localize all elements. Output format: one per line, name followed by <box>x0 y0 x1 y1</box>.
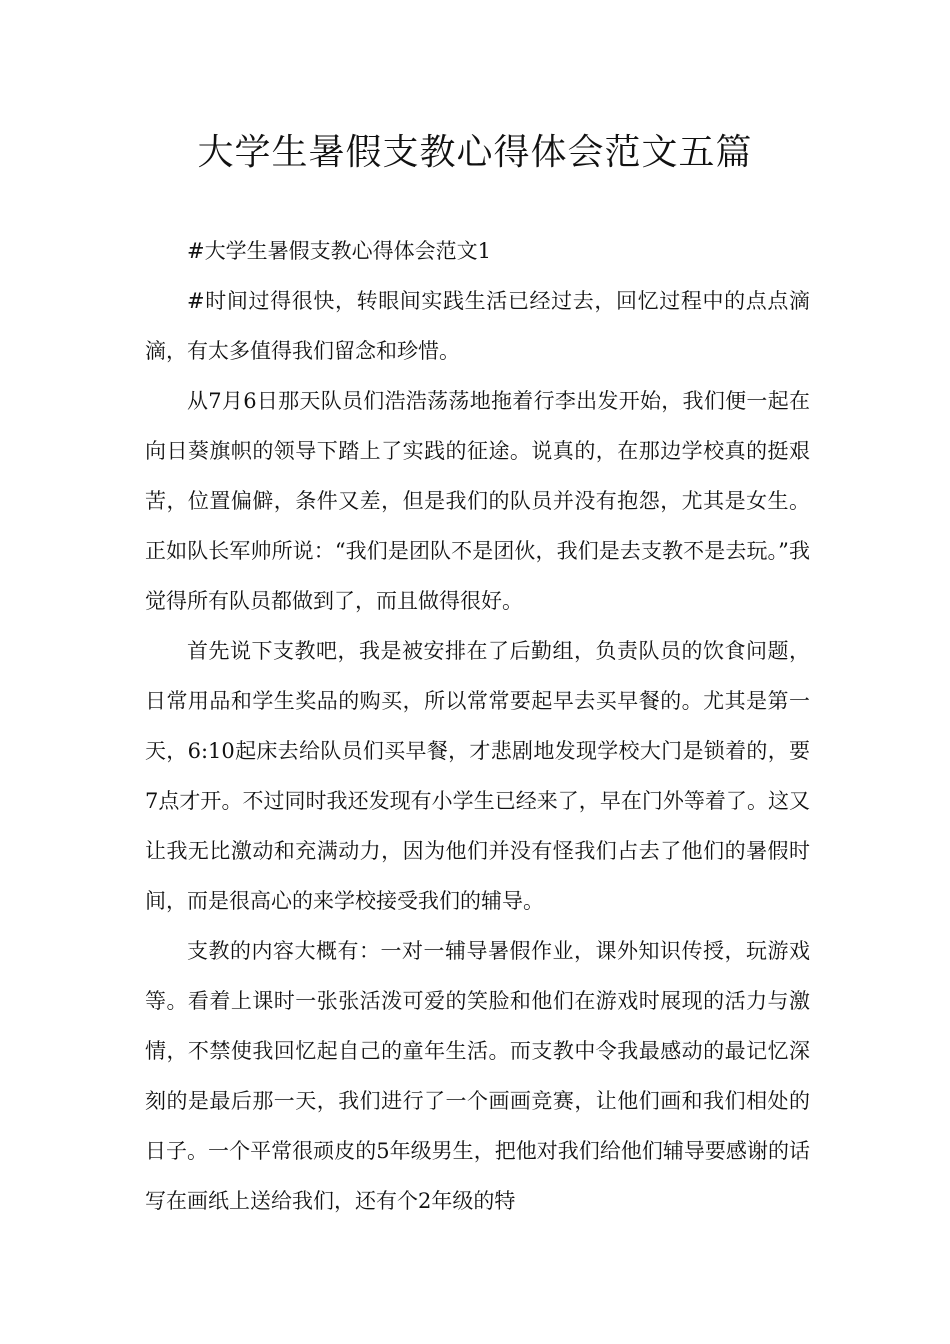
body-paragraph: 从7月6日那天队员们浩浩荡荡地拖着行李出发开始，我们便一起在向日葵旗帜的领导下踏上了实践的征途。说真的，在那边学校真的挺艰苦，位置偏僻，条件又差，但是我们的队员并没有抱怨，尤其是女生。正如队长军帅所说：“我们是团队不是团伙，我们是去支教不是去玩。”我觉得所有队员都做到了，而且做得很好。 <box>145 389 810 613</box>
document-body <box>145 226 810 1226</box>
document-title: 大学生暑假支教心得体会范文五篇 <box>197 132 753 173</box>
section-heading: #大学生暑假支教心得体会范文1 <box>187 239 491 263</box>
body-paragraph: 支教的内容大概有：一对一辅导暑假作业，课外知识传授，玩游戏等。看着上课时一张张活泼可爱的笑脸和他们在游戏时展现的活力与激情，不禁使我回忆起自己的童年生活。而支教中令我最感动的最记忆深刻的是最后那一天，我们进行了一个画画竞赛，让他们画和我们相处的日子。一个平常很顽皮的5年级男生，把他对我们给他们辅导要感谢的话写在画纸上送给我们，还有个2年级的特 <box>145 939 810 1213</box>
body-paragraph: 首先说下支教吧，我是被安排在了后勤组，负责队员的饮食问题，日常用品和学生奖品的购买，所以常常要起早去买早餐的。尤其是第一天，6:10起床去给队员们买早餐，才悲剧地发现学校大门是锁着的，要7点才开。不过同时我还发现有小学生已经来了，早在门外等着了。这又让我无比激动和充满动力，因为他们并没有怪我们占去了他们的暑假时间，而是很高心的来学校接受我们的辅导。 <box>145 639 810 913</box>
body-paragraph: #时间过得很快，转眼间实践生活已经过去，回忆过程中的点点滴滴，有太多值得我们留念和珍惜。 <box>145 289 810 363</box>
